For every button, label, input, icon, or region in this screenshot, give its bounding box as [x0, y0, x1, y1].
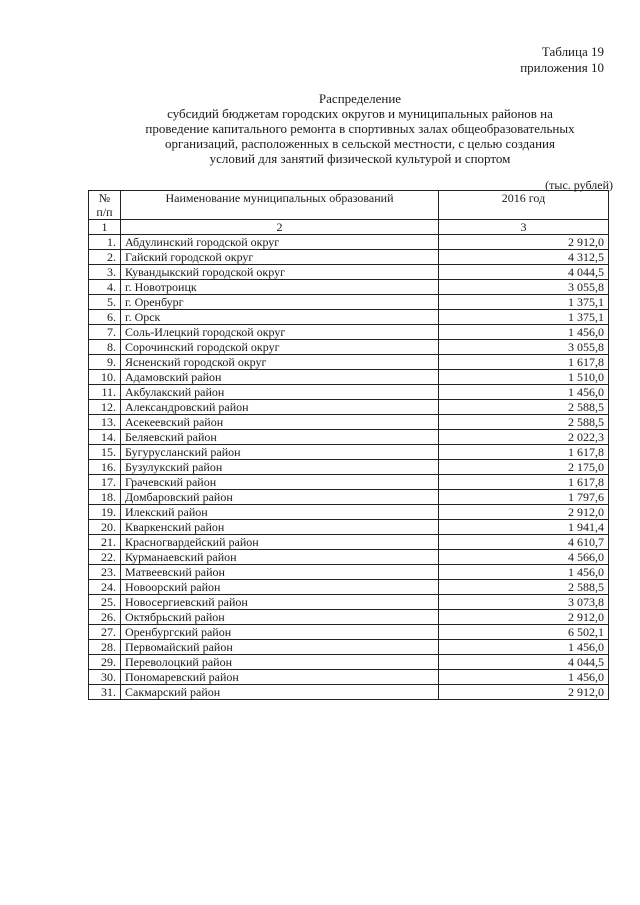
table-row — [89, 295, 609, 310]
row-number: 21. — [89, 535, 121, 550]
subsidy-value: 1 456,0 — [439, 325, 609, 340]
row-number: 3. — [89, 265, 121, 280]
municipality-name: Адамовский район — [121, 370, 439, 385]
municipality-name: Оренбургский район — [121, 625, 439, 640]
table-row — [89, 520, 609, 535]
municipality-name: Матвеевский район — [121, 565, 439, 580]
table-row — [89, 415, 609, 430]
municipality-name: Новосергиевский район — [121, 595, 439, 610]
subsidy-value: 4 044,5 — [439, 655, 609, 670]
municipality-name: Абдулинский городской округ — [121, 235, 439, 250]
row-number: 30. — [89, 670, 121, 685]
table-row — [89, 550, 609, 565]
subsidy-table — [88, 190, 609, 700]
table-row — [89, 565, 609, 580]
row-number: 11. — [89, 385, 121, 400]
row-number: 19. — [89, 505, 121, 520]
table-row — [89, 310, 609, 325]
municipality-name: Бугурусланский район — [121, 445, 439, 460]
municipality-name: Асекеевский район — [121, 415, 439, 430]
table-row — [89, 655, 609, 670]
row-number: 2. — [89, 250, 121, 265]
document-title — [100, 91, 620, 166]
subsidy-value: 2 588,5 — [439, 580, 609, 595]
row-number: 23. — [89, 565, 121, 580]
column-number-row — [89, 220, 609, 235]
row-number: 26. — [89, 610, 121, 625]
row-number: 20. — [89, 520, 121, 535]
row-number: 7. — [89, 325, 121, 340]
subsidy-value: 4 044,5 — [439, 265, 609, 280]
table-row — [89, 490, 609, 505]
subsidy-value: 1 456,0 — [439, 640, 609, 655]
table-row — [89, 670, 609, 685]
table-row — [89, 235, 609, 250]
row-number: 4. — [89, 280, 121, 295]
table-row — [89, 385, 609, 400]
municipality-name: Илекский район — [121, 505, 439, 520]
subsidy-value: 2 912,0 — [439, 235, 609, 250]
table-row — [89, 340, 609, 355]
subsidy-value: 1 617,8 — [439, 445, 609, 460]
row-number: 28. — [89, 640, 121, 655]
subsidy-value: 1 456,0 — [439, 565, 609, 580]
row-number: 17. — [89, 475, 121, 490]
municipality-name: Гайский городской округ — [121, 250, 439, 265]
municipality-name: Пономаревский район — [121, 670, 439, 685]
subsidy-value: 1 456,0 — [439, 670, 609, 685]
table-row — [89, 460, 609, 475]
table-row — [89, 430, 609, 445]
table-reference — [520, 44, 604, 76]
subsidy-value: 2 912,0 — [439, 610, 609, 625]
row-number: 22. — [89, 550, 121, 565]
subsidy-value: 4 610,7 — [439, 535, 609, 550]
row-number: 10. — [89, 370, 121, 385]
row-number: 1. — [89, 235, 121, 250]
table-row — [89, 685, 609, 700]
municipality-name: Бузулукский район — [121, 460, 439, 475]
municipality-name: Курманаевский район — [121, 550, 439, 565]
title-line: проведение капитального ремонта в спортивных залах общеобразовательных — [145, 121, 575, 136]
subsidy-value: 2 175,0 — [439, 460, 609, 475]
appendix-number: приложения 10 — [520, 60, 604, 75]
table-body — [89, 235, 609, 700]
row-number: 8. — [89, 340, 121, 355]
row-number: 14. — [89, 430, 121, 445]
subsidy-value: 2 588,5 — [439, 415, 609, 430]
municipality-name: Кваркенский район — [121, 520, 439, 535]
table-row — [89, 595, 609, 610]
title-line: субсидий бюджетам городских округов и муниципальных районов на — [167, 106, 553, 121]
row-number: 6. — [89, 310, 121, 325]
municipality-name: Октябрьский район — [121, 610, 439, 625]
table-row — [89, 265, 609, 280]
municipality-name: Первомайский район — [121, 640, 439, 655]
column-header-number: № п/п — [89, 191, 121, 220]
municipality-name: г. Новотроицк — [121, 280, 439, 295]
column-number: 1 — [89, 220, 121, 235]
municipality-name: Новоорский район — [121, 580, 439, 595]
subsidy-value: 1 375,1 — [439, 295, 609, 310]
row-number: 16. — [89, 460, 121, 475]
subsidy-value: 1 617,8 — [439, 475, 609, 490]
subsidy-value: 2 022,3 — [439, 430, 609, 445]
row-number: 18. — [89, 490, 121, 505]
municipality-name: г. Оренбург — [121, 295, 439, 310]
table-row — [89, 625, 609, 640]
municipality-name: Беляевский район — [121, 430, 439, 445]
column-header-year: 2016 год — [439, 191, 609, 220]
table-row — [89, 355, 609, 370]
row-number: 31. — [89, 685, 121, 700]
subsidy-value: 6 502,1 — [439, 625, 609, 640]
municipality-name: Сорочинский городской округ — [121, 340, 439, 355]
subsidy-value: 3 073,8 — [439, 595, 609, 610]
municipality-name: Соль-Илецкий городской округ — [121, 325, 439, 340]
municipality-name: Домбаровский район — [121, 490, 439, 505]
municipality-name: Ясненский городской округ — [121, 355, 439, 370]
table-header-row — [89, 191, 609, 220]
title-line: Распределение — [318, 91, 402, 106]
table-row — [89, 505, 609, 520]
row-number: 9. — [89, 355, 121, 370]
row-number: 5. — [89, 295, 121, 310]
subsidy-value: 1 617,8 — [439, 355, 609, 370]
row-number: 29. — [89, 655, 121, 670]
column-header-name: Наименование муниципальных образований — [121, 191, 439, 220]
municipality-name: Кувандыкский городской округ — [121, 265, 439, 280]
title-line: организаций, расположенных в сельской местности, с целью создания — [165, 136, 555, 151]
subsidy-value: 3 055,8 — [439, 280, 609, 295]
row-number: 25. — [89, 595, 121, 610]
table-row — [89, 400, 609, 415]
unit-label: (тыс. рублей) — [545, 178, 613, 192]
table-row — [89, 445, 609, 460]
row-number: 27. — [89, 625, 121, 640]
subsidy-value: 2 912,0 — [439, 685, 609, 700]
row-number: 15. — [89, 445, 121, 460]
subsidy-value: 1 941,4 — [439, 520, 609, 535]
table-row — [89, 475, 609, 490]
subsidy-value: 2 588,5 — [439, 400, 609, 415]
row-number: 13. — [89, 415, 121, 430]
table-row — [89, 580, 609, 595]
subsidy-value: 3 055,8 — [439, 340, 609, 355]
municipality-name: Переволоцкий район — [121, 655, 439, 670]
table-row — [89, 640, 609, 655]
table-row — [89, 370, 609, 385]
subsidy-value: 1 510,0 — [439, 370, 609, 385]
title-line: условий для занятий физической культурой и спортом — [209, 151, 511, 166]
municipality-name: Грачевский район — [121, 475, 439, 490]
subsidy-value: 1 456,0 — [439, 385, 609, 400]
column-number: 3 — [439, 220, 609, 235]
municipality-name: Сакмарский район — [121, 685, 439, 700]
table-row — [89, 250, 609, 265]
subsidy-value: 1 797,6 — [439, 490, 609, 505]
municipality-name: Александровский район — [121, 400, 439, 415]
table-row — [89, 610, 609, 625]
subsidy-value: 4 312,5 — [439, 250, 609, 265]
table-row — [89, 535, 609, 550]
table-row — [89, 280, 609, 295]
municipality-name: г. Орск — [121, 310, 439, 325]
subsidy-value: 2 912,0 — [439, 505, 609, 520]
municipality-name: Красногвардейский район — [121, 535, 439, 550]
subsidy-value: 4 566,0 — [439, 550, 609, 565]
municipality-name: Акбулакский район — [121, 385, 439, 400]
table-row — [89, 325, 609, 340]
subsidy-value: 1 375,1 — [439, 310, 609, 325]
row-number: 12. — [89, 400, 121, 415]
table-number: Таблица 19 — [541, 44, 604, 59]
row-number: 24. — [89, 580, 121, 595]
column-number: 2 — [121, 220, 439, 235]
